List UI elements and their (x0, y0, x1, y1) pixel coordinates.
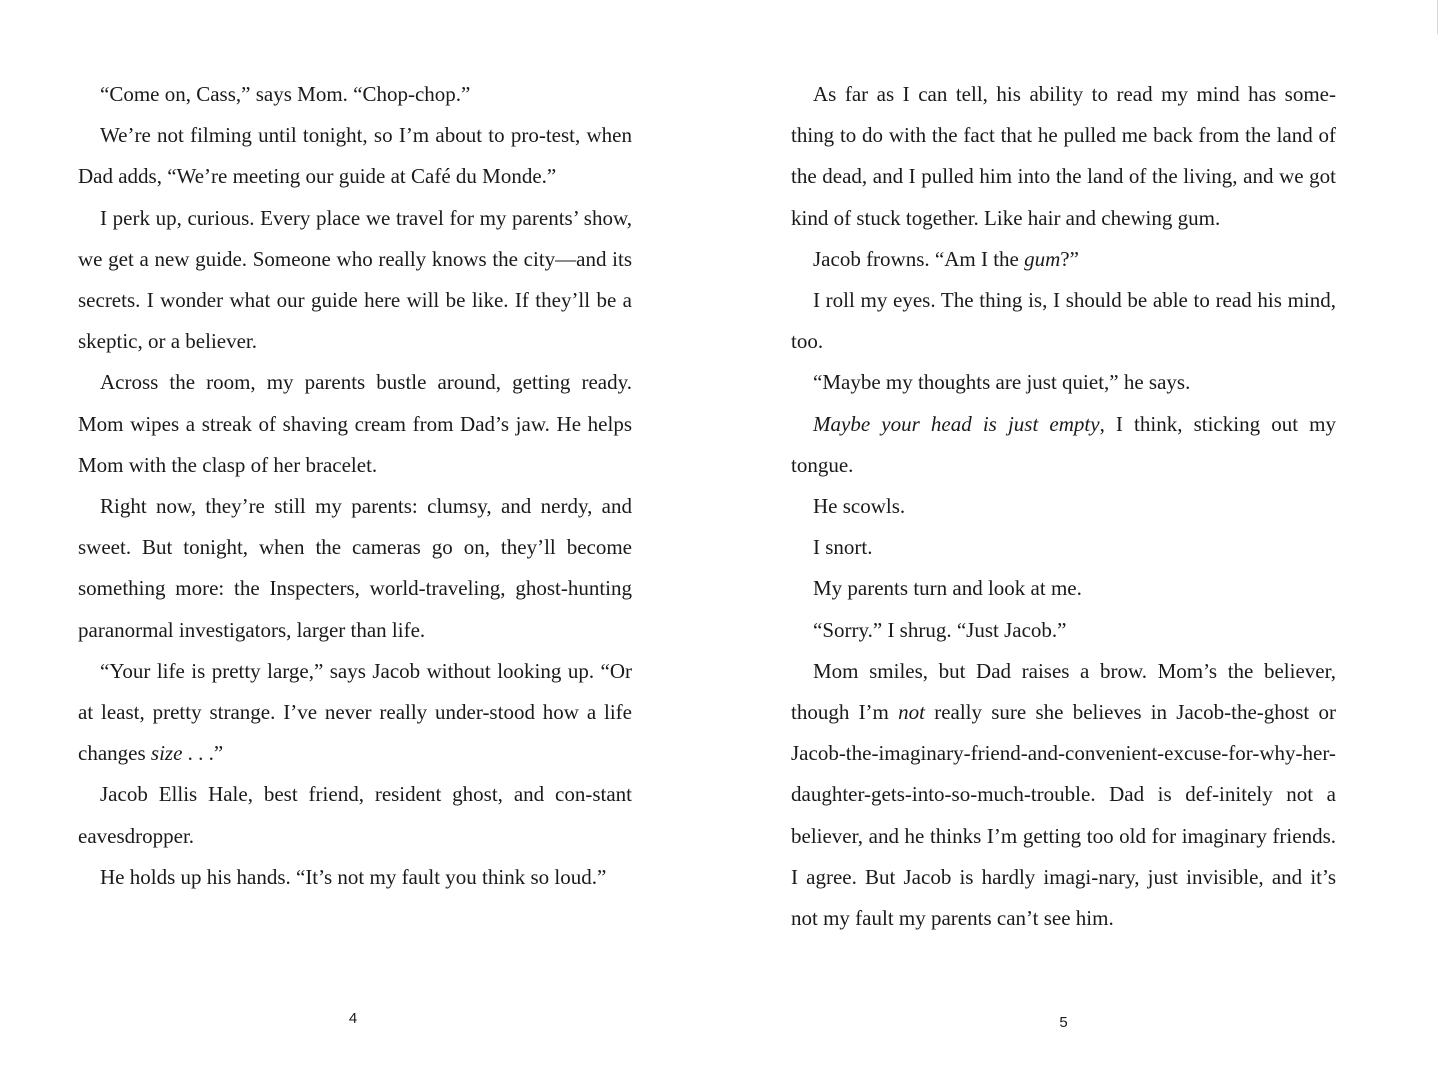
paragraph: “Come on, Cass,” says Mom. “Chop-chop.” (100, 82, 471, 106)
paragraph: Across the room, my parents bustle around, getting ready. Mom wipes a streak of shaving cream from Dad’s jaw. He helps Mom with the clasp of her bracelet. (78, 370, 632, 477)
paragraph: My parents turn and look at me. (813, 576, 1082, 601)
left-page (78, 0, 632, 1080)
right-page-text (791, 74, 1336, 939)
paragraph: He scowls. (813, 494, 906, 519)
paragraph: Maybe your head is just empty, I think, sticking out my tongue. (791, 411, 1336, 477)
right-page (791, 0, 1336, 1080)
paragraph: We’re not filming until tonight, so I’m about to pro-test, when Dad adds, “We’re meeting our guide at Café du Monde.” (78, 123, 632, 189)
left-page-text (78, 74, 632, 898)
paragraph: I perk up, curious. Every place we travel for my parents’ show, we get a new guide. Someone who really knows the city—and its secrets. I wonder what our guide here will be like. If they’ll be a skeptic, or a believer. (78, 205, 632, 354)
scan-edge-mark (1437, 0, 1438, 34)
paragraph: “Maybe my thoughts are just quiet,” he says. (813, 370, 1191, 395)
paragraph: He holds up his hands. “It’s not my fault you think so loud.” (100, 864, 607, 889)
paragraph: Jacob frowns. “Am I the gum?” (813, 246, 1079, 271)
page-number: 4 (348, 1010, 358, 1027)
paragraph: Mom smiles, but Dad raises a brow. Mom’s the believer, though I’m not really sure she believes in Jacob-the-ghost or Jacob-the-imaginary-friend-and-convenient-excuse-for-why-her-daughter-gets-into-so-much-trouble. Dad is def-initely not a believer, and he thinks I’m getting too old for imaginary friends. I agree. But Jacob is hardly imagi-nary, just invisible, and it’s not my fault my parents can’t see him. (791, 658, 1336, 931)
paragraph: As far as I can tell, his ability to read my mind has some-thing to do with the fact that he pulled me back from the land of the dead, and I pulled him into the land of the living, and we got kind of stuck together. Like hair and chewing gum. (791, 82, 1336, 230)
paragraph: I roll my eyes. The thing is, I should be able to read his mind, too. (791, 288, 1336, 354)
paragraph: “Sorry.” I shrug. “Just Jacob.” (813, 617, 1067, 642)
paragraph: Jacob Ellis Hale, best friend, resident ghost, and con-stant eavesdropper. (78, 782, 632, 848)
paragraph: I snort. (813, 535, 873, 560)
page-number: 5 (1059, 1014, 1068, 1031)
paragraph: Right now, they’re still my parents: clumsy, and nerdy, and sweet. But tonight, when the cameras go on, they’ll become something more: the Inspecters, world-traveling, ghost-hunting paranormal investigators, larger than life. (78, 494, 632, 642)
paragraph: “Your life is pretty large,” says Jacob without looking up. “Or at least, pretty strange. I’ve never really under-stood how a life changes size . . .” (78, 658, 632, 766)
